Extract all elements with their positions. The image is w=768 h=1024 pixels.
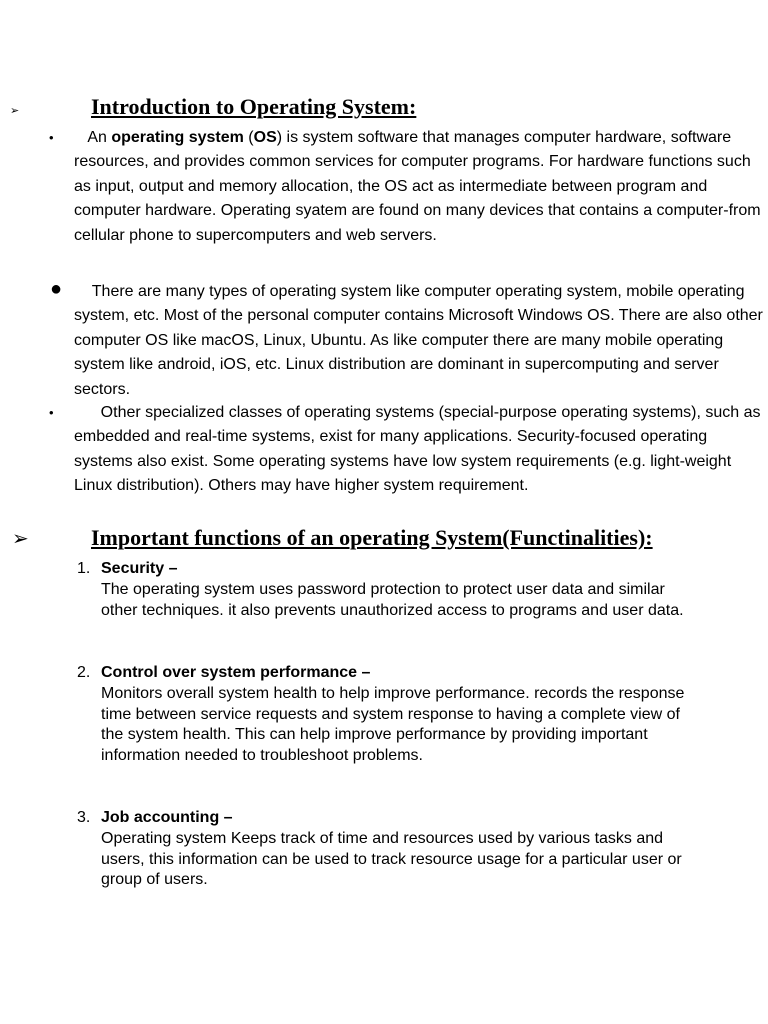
functions-heading: Important functions of an operating System(Functinalities): bbox=[91, 525, 653, 550]
bullet-text: An operating system (OS) is system software that manages computer hardware, software resources, and provides common services for computer programs. For hardware functions such as input, output and memory allocation, the OS act as intermediate between program and computer hardware. Operating syatem are found on many devices that contains a computer-from cellular phone to supercomputers and web servers. bbox=[74, 129, 761, 244]
bullet-dot-icon: • bbox=[49, 130, 54, 145]
list-number: 1. bbox=[77, 560, 91, 577]
function-title: Job accounting – bbox=[101, 809, 233, 826]
function-item-job-accounting bbox=[77, 808, 701, 891]
bold-term: operating system bbox=[111, 129, 244, 146]
function-title: Security – bbox=[101, 560, 178, 577]
function-item-performance bbox=[77, 663, 701, 767]
function-body: Operating system Keeps track of time and resources used by various tasks and users, this information can be used to track resource usage for a particular user or group of users. bbox=[101, 829, 682, 889]
list-number: 2. bbox=[77, 664, 91, 681]
intro-bullet-2 bbox=[50, 278, 764, 402]
function-title: Control over system performance – bbox=[101, 664, 371, 681]
bold-abbr: OS bbox=[253, 129, 277, 146]
arrow-bullet-icon: ➢ bbox=[12, 528, 29, 550]
intro-bullet-1 bbox=[49, 126, 764, 248]
arrow-bullet-icon: ➢ bbox=[10, 105, 20, 117]
list-number: 3. bbox=[77, 809, 91, 826]
bullet-text: There are many types of operating system like computer operating system, mobile operating system, etc. Most of the personal computer contains Microsoft Windows OS. There are also other computer OS like macOS, Linux, Ubuntu. As like computer there are many mobile operating system like android, iOS, etc. Linux distribution are dominant in supercomputing and server sectors. bbox=[74, 283, 763, 398]
intro-heading: Introduction to Operating System: bbox=[91, 94, 417, 119]
bullet-dot-icon: • bbox=[49, 405, 54, 420]
intro-bullet-3 bbox=[49, 401, 764, 499]
function-body: Monitors overall system health to help improve performance. records the response time between service requests and system response to having a complete view of the system health. This can help improve performance by providing important information needed to troubleshoot problems. bbox=[101, 684, 685, 765]
bullet-text: Other specialized classes of operating systems (special-purpose operating systems), such as embedded and real-time systems, exist for many applications. Security-focused operating systems also exist. Some operating systems have low system requirements (e.g. light-weight Linux distribution). Others may have higher system requirement. bbox=[74, 404, 761, 495]
bullet-dot-icon: ● bbox=[50, 278, 63, 300]
function-body: The operating system uses password protection to protect user data and similar other techniques. it also prevents unauthorized access to programs and user data. bbox=[101, 580, 684, 619]
function-item-security bbox=[77, 559, 701, 621]
